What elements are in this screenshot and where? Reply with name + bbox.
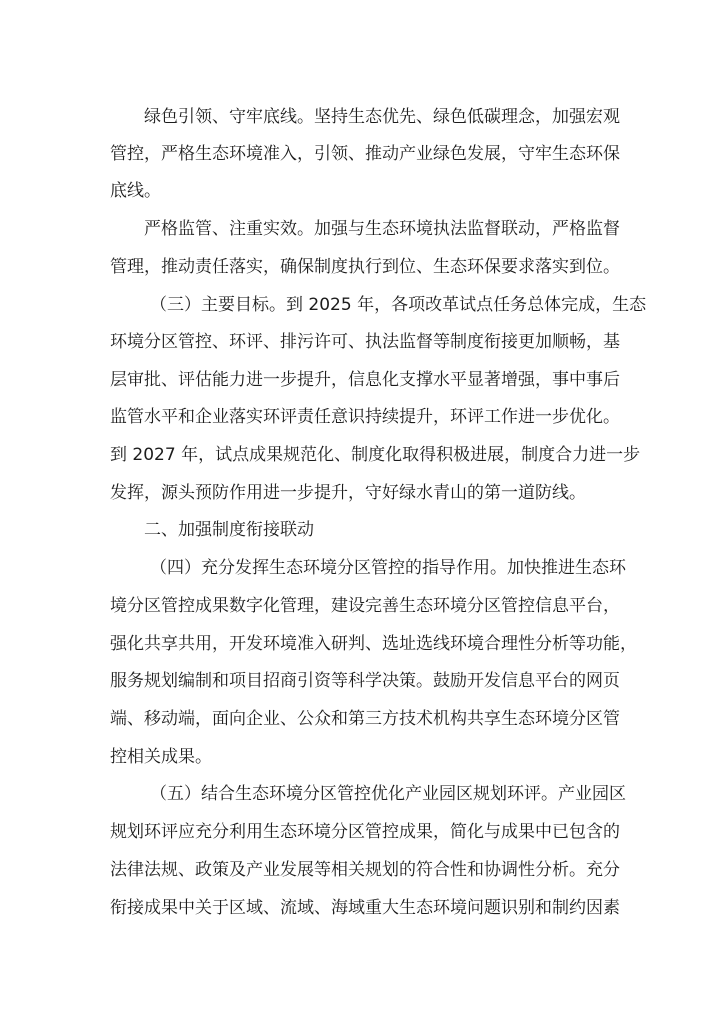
text-line: 管理，推动责任落实，确保制度执行到位、生态环保要求落实到位。 (110, 257, 620, 277)
text-line: 发挥，源头预防作用进一步提升，守好绿水青山的第一道防线。 (110, 483, 586, 503)
section-heading: 二、加强制度衔接联动 (144, 520, 314, 540)
text-line: 层审批、评估能力进一步提升，信息化支撑水平显著增强，事中事后 (110, 370, 620, 390)
text-line: 绿色引领、守牢底线。坚持生态优先、绿色低碳理念，加强宏观 (144, 107, 620, 127)
text-line: 环境分区管控、环评、排污许可、执法监督等制度衔接更加顺畅，基 (110, 332, 620, 352)
text-line: 监管水平和企业落实环评责任意识持续提升，环评工作进一步优化。 (110, 407, 620, 427)
text-line: 到 2027 年，试点成果规范化、制度化取得积极进展，制度合力进一步 (110, 445, 641, 465)
text-line: 严格监管、注重实效。加强与生态环境执法监督联动，严格监督 (144, 219, 620, 239)
text-line: 控相关成果。 (110, 747, 212, 767)
text-line: 法律法规、政策及产业发展等相关规划的符合性和协调性分析。充分 (110, 860, 620, 880)
text-line: （五）结合生态环境分区管控优化产业园区规划环评。产业园区 (150, 784, 626, 804)
text-line: （三）主要目标。到 2025 年，各项改革试点任务总体完成，生态 (150, 295, 647, 315)
text-line: 境分区管控成果数字化管理，建设完善生态环境分区管控信息平台， (110, 596, 620, 616)
text-line: 端、移动端，面向企业、公众和第三方技术机构共享生态环境分区管 (110, 709, 620, 729)
text-line: 管控，严格生态环境准入，引领、推动产业绿色发展，守牢生态环保 (110, 144, 620, 164)
text-line: （四）充分发挥生态环境分区管控的指导作用。加快推进生态环 (150, 558, 626, 578)
text-line: 强化共享共用，开发环境准入研判、选址选线环境合理性分析等功能， (110, 634, 637, 654)
text-line: 底线。 (110, 181, 161, 201)
text-line: 衔接成果中关于区域、流域、海域重大生态环境问题识别和制约因素 (110, 898, 620, 918)
text-line: 服务规划编制和项目招商引资等科学决策。鼓励开发信息平台的网页 (110, 671, 620, 691)
text-line: 规划环评应充分利用生态环境分区管控成果，简化与成果中已包含的 (110, 822, 620, 842)
